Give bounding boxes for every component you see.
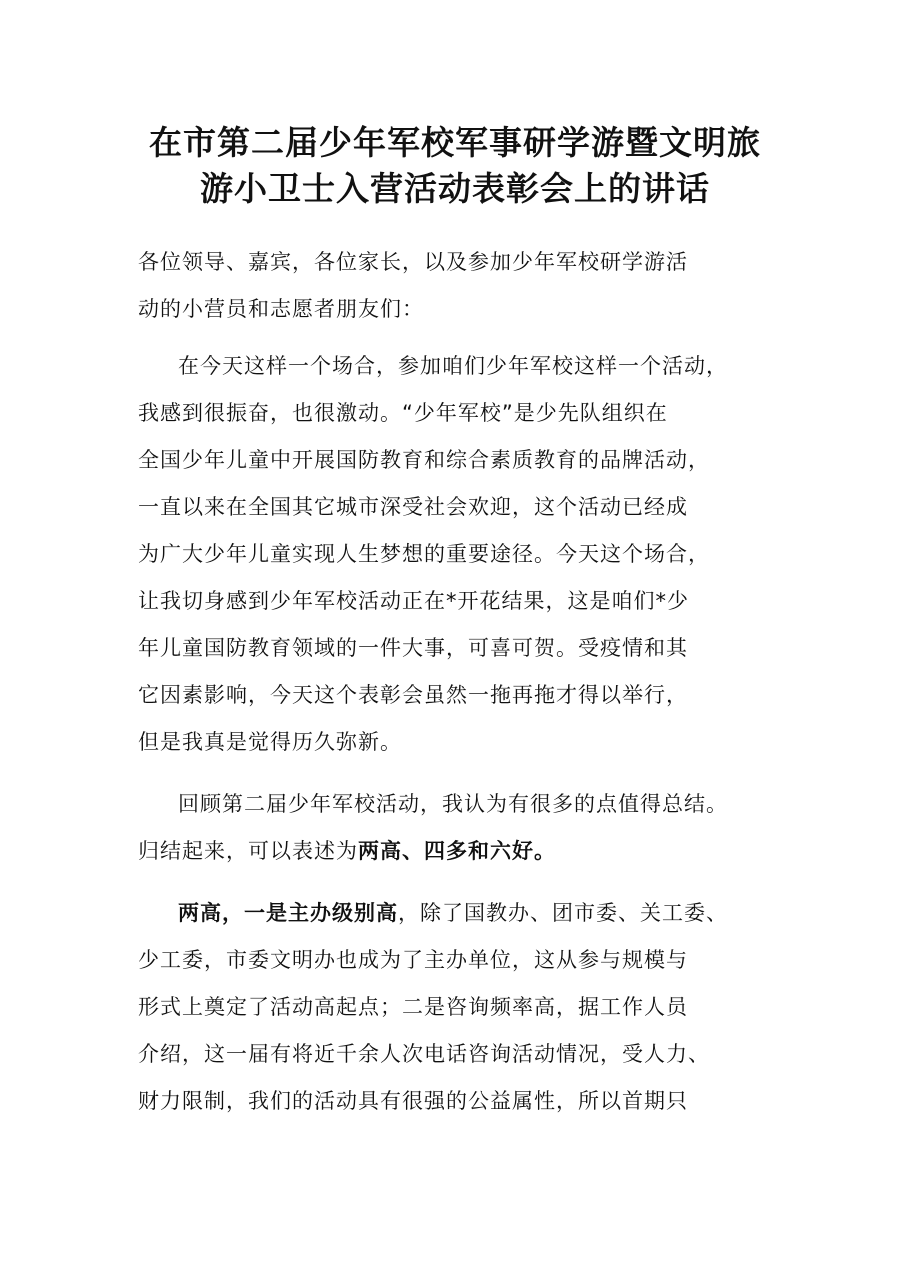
- para3-line-3: 形式上奠定了活动高起点；二是咨询频率高，据工作人员: [138, 995, 688, 1019]
- para3-line-1-text: ，除了国教办、团市委、关工委、: [398, 901, 728, 925]
- para1-line-9: 但是我真是觉得历久弥新。: [138, 730, 402, 754]
- document-title-line-1: 在市第二届少年军校军事研学游暨文明旅: [149, 123, 761, 162]
- para1-line-6: 让我切身感到少年军校活动正在*开花结果，这是咱们*少: [138, 589, 689, 613]
- para1-line-8: 它因素影响，今天这个表彰会虽然一拖再拖才得以举行，: [138, 683, 688, 707]
- para1-line-5: 为广大少年儿童实现人生梦想的重要途径。今天这个场合，: [138, 542, 710, 566]
- para3-line-2: 少工委，市委文明办也成为了主办单位，这从参与规模与: [138, 948, 688, 972]
- salutation-line-2: 动的小营员和志愿者朋友们：: [138, 297, 424, 321]
- para2-line-2: [138, 836, 556, 866]
- para1-line-7: 年儿童国防教育领域的一件大事，可喜可贺。受疫情和其: [138, 636, 688, 660]
- para1-line-3: 全国少年儿童中开展国防教育和综合素质教育的品牌活动，: [138, 448, 710, 472]
- para3-line-1: [178, 898, 728, 928]
- para2-line-2-text: 归结起来，可以表述为: [138, 839, 358, 863]
- para1-line-2: 我感到很振奋，也很激动。“少年军校”是少先队组织在: [138, 401, 668, 425]
- para1-line-1: 在今天这样一个场合，参加咱们少年军校这样一个活动，: [178, 354, 728, 378]
- para2-emphasis: 两高、四多和六好。: [358, 839, 556, 863]
- para3-line-4: 介绍，这一届有将近千余人次电话咨询活动情况，受人力、: [138, 1042, 710, 1066]
- para3-emphasis: 两高，一是主办级别高: [178, 901, 398, 925]
- para1-line-4: 一直以来在全国其它城市深受社会欢迎，这个活动已经成: [138, 495, 688, 519]
- salutation-line-1: 各位领导、嘉宾，各位家长，以及参加少年军校研学游活: [138, 250, 688, 274]
- para2-line-1: 回顾第二届少年军校活动，我认为有很多的点值得总结。: [178, 792, 728, 816]
- para3-line-5: 财力限制，我们的活动具有很强的公益属性，所以首期只: [138, 1089, 688, 1113]
- document-title-line-2: 游小卫士入营活动表彰会上的讲话: [200, 169, 710, 208]
